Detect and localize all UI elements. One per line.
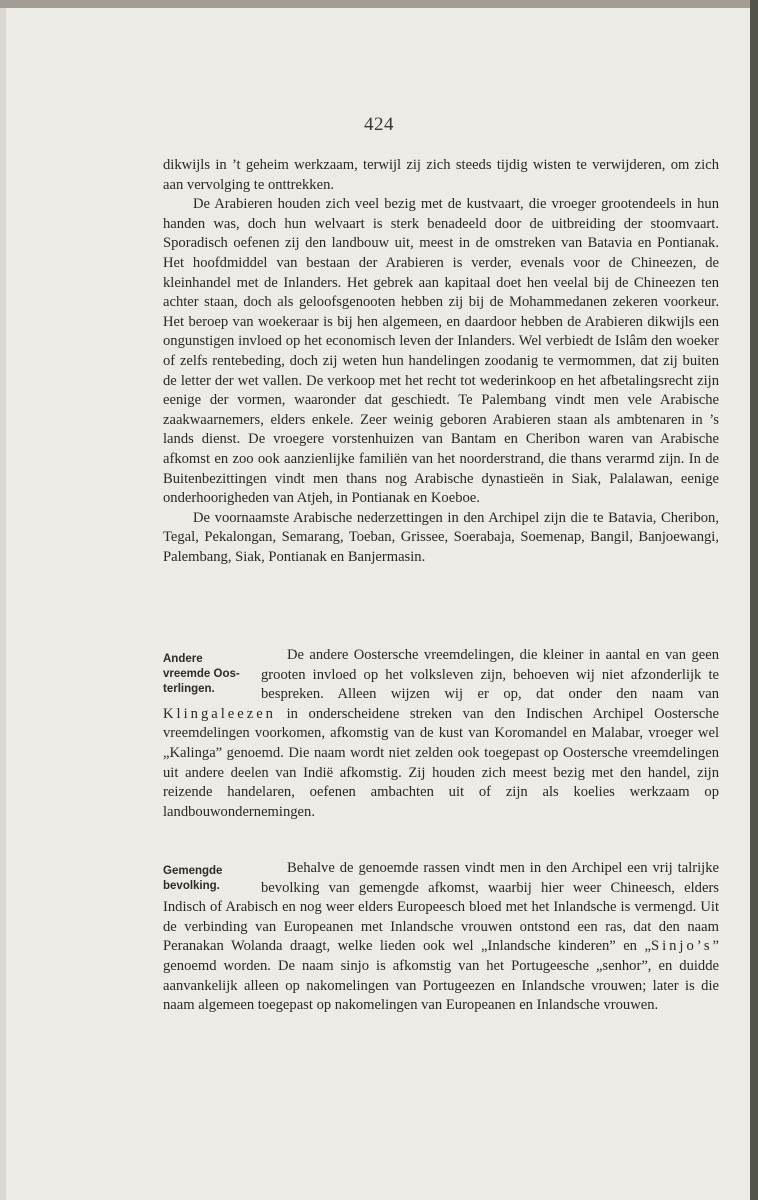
book-spine bbox=[750, 0, 758, 1200]
paragraph-1: dikwijls in ’t geheim werkzaam, terwijl zij zich steeds tijdig wisten te verwijderen, om zich aan vervolging te onttrekken. bbox=[163, 157, 719, 193]
term-klingaleezen: Klingaleezen bbox=[163, 705, 276, 722]
oosterlingen-text-before: De andere Oostersche vreemdelingen, die kleiner in aantal en van geen grooten invloed op het volksleven zijn, behoeven wij niet afzonderlijk te bespreken. Alleen wijzen wij er op, dat onder den naam van bbox=[261, 647, 719, 703]
sidenote-line: bevolking. bbox=[163, 880, 220, 892]
page-number: 424 bbox=[364, 114, 394, 135]
sidenote-spacer bbox=[163, 646, 261, 704]
gemengde-text-after: ” genoemd worden. De naam sinjo is afkomstig van het Portugeesche „senhor”, en duidde aanvankelijk alleen op nakomelingen van Portugeezen en Inlandsche vrouwen; later is die naam algemeen toegepast op nakomelingen van Europeanen en Inlandsche vrouwen. bbox=[163, 938, 719, 1014]
oosterlingen-text-after: in onderscheidene streken van den Indischen Archipel Oostersche vreemdelingen voorkomen, afkomstig van de kust van Koromandel en Malabar, vroeger wel „Kalinga” genoemd. Die naam wordt niet zelden ook toegepast op Oostersche vreemdelingen uit andere deelen van Indië afkomstig. Zij houden zich meest bezig met den handel, zijn reizende handelaren, oefenen ambachten uit of zijn als koelies werkzaam op landbouwondernemingen. bbox=[163, 705, 719, 820]
sidenote-line: vreemde Oos- bbox=[163, 668, 240, 680]
term-sinjos: Sinjo’s bbox=[650, 938, 713, 955]
paragraph-2: De Arabieren houden zich veel bezig met de kustvaart, die vroeger grootendeels in hun handen was, doch hun welvaart is sterk benadeeld door de uitbreiding der stoomvaart. Sporadisch oefenen zij den landbouw uit, meest in de omstreken van Batavia en Pontianak. Het hoofdmiddel van bestaan der Arabieren is verder, evenals voor de Chineezen, de kleinhandel met de Inlanders. Het gebrek aan kapitaal doet hen veelal bij de Chineezen ten achter staan, doch als geloofsgenooten hebben zij bij de Mohammedanen zekeren voorkeur. Het beroep van woekeraar is bij hen algemeen, en daardoor hebben de Arabieren dikwijls een ongunstigen invloed op het economisch leven der Inlanders. Wel verbiedt de Islâm den woeker of zelfs rentebeding, doch zij weten hun handelingen zoodanig te vermommen, dat zij buiten de letter der wet vallen. De verkoop met het recht tot wederinkoop en het afbetalingsrecht zijn eenige der vormen, waaronder dat geschiedt. Te Palembang vindt men vele Arabische zaakwaarnemers, elders enkele. Zeer weinig geboren Arabieren staan als ambtenaren in ’s lands dienst. De vroegere vorstenhuizen van Bantam en Cheribon waren van Arabische afkomst en zoo ook aanzienlijke familiën van het noorderstrand, die thans verarmd zijn. In de Buitenbezittingen vindt men thans nog Arabische dynastieën in Siak, Palalawan, eenige onderhoorigheden van Atjeh, in Pontianak en Koeboe. bbox=[163, 196, 719, 507]
body-text-oosterlingen bbox=[163, 646, 719, 822]
sidenote-line: Andere bbox=[163, 653, 203, 665]
sidenote-line: Gemengde bbox=[163, 865, 223, 877]
sidenote-line: terlingen. bbox=[163, 683, 215, 695]
sidenote-spacer bbox=[163, 859, 261, 897]
paragraph-3: De voornaamste Arabische nederzettingen in den Archipel zijn die te Batavia, Cheribon, Tegal, Pekalongan, Semarang, Toeban, Grissee, Soerabaja, Soemenap, Bangil, Banjoewangi, Palembang, Siak, Pontianak en Banjermasin. bbox=[163, 509, 719, 565]
body-text-top bbox=[163, 156, 719, 567]
gemengde-text-before: Behalve de genoemde rassen vindt men in den Archipel een vrij talrijke bevolking van gemengde afkomst, waarbij hier weer Chineesch, elders Indisch of Arabisch en nog weer elders Europeesch bloed met het Inlandsche is vermengd. Uit de verbinding van Europeanen met Inlandsche vrouwen ontstond een ras, dat den naam Peranakan Wolanda draagt, welke lieden ook wel „Inlandsche kinderen” en „ bbox=[163, 860, 719, 955]
body-text-gemengde bbox=[163, 859, 719, 1016]
paragraph-oosterlingen bbox=[163, 646, 719, 822]
page-edge bbox=[0, 8, 6, 1200]
paragraph-gemengde bbox=[163, 859, 719, 1016]
